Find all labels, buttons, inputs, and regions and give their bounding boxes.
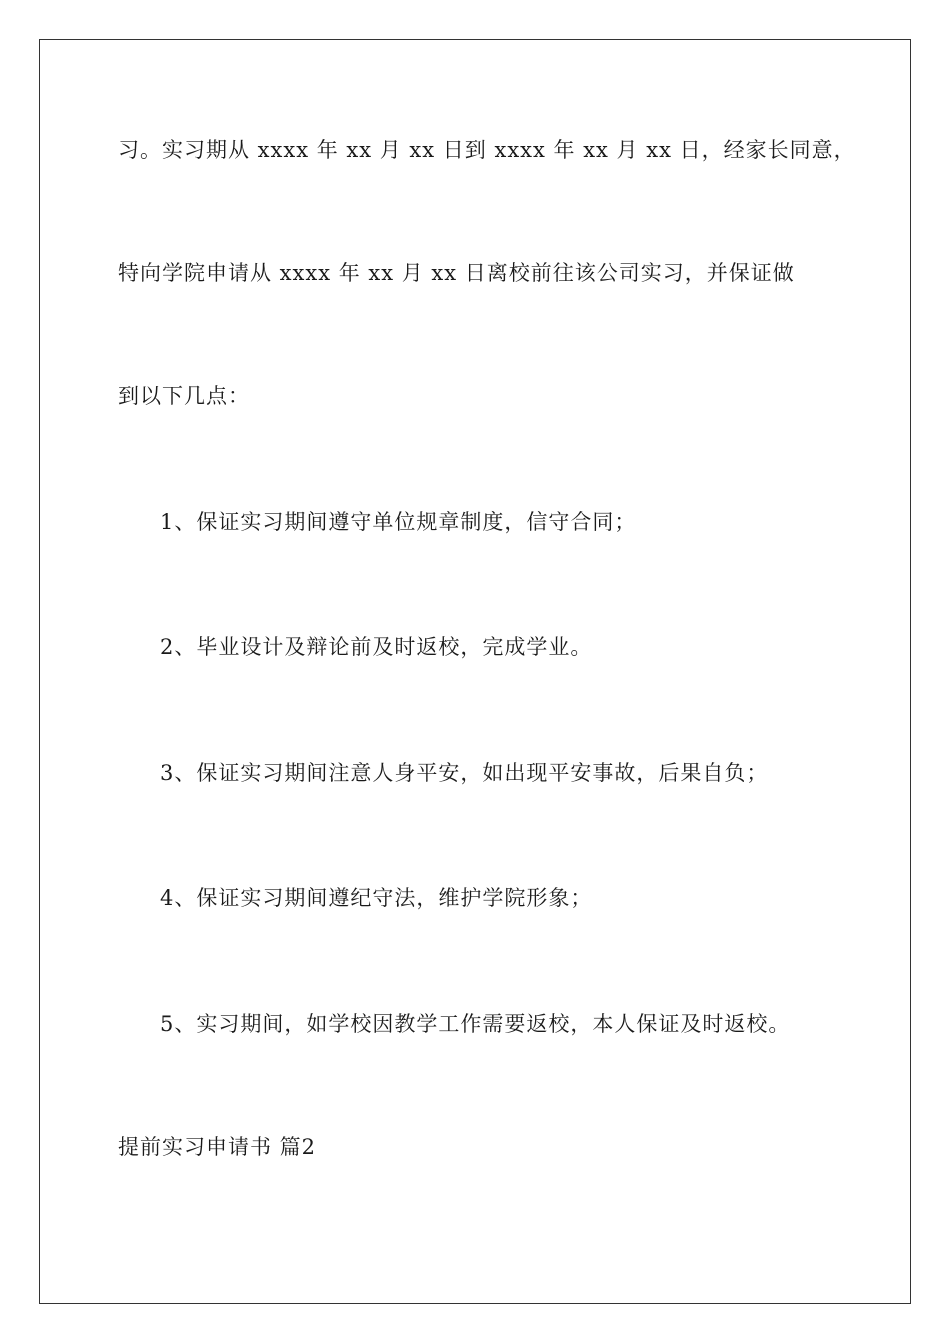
paragraph-line: 特向学院申请从 xxxx 年 xx 月 xx 日离校前往该公司实习，并保证做 (118, 261, 795, 285)
list-item: 5、实习期间，如学校因教学工作需要返校，本人保证及时返校。 (160, 1012, 791, 1036)
paragraph-line: 到以下几点： (118, 384, 250, 408)
list-item: 4、保证实习期间遵纪守法，维护学院形象； (160, 886, 593, 910)
section-heading: 提前实习申请书 篇2 (118, 1135, 317, 1159)
list-item: 1、保证实习期间遵守单位规章制度，信守合同； (160, 510, 637, 534)
list-item: 3、保证实习期间注意人身平安，如出现平安事故，后果自负； (160, 761, 769, 785)
list-item: 2、毕业设计及辩论前及时返校，完成学业。 (160, 635, 593, 659)
paragraph-line: 习。实习期从 xxxx 年 xx 月 xx 日到 xxxx 年 xx 月 xx 日，经家长同意， (118, 138, 856, 162)
page-frame (39, 39, 911, 1304)
